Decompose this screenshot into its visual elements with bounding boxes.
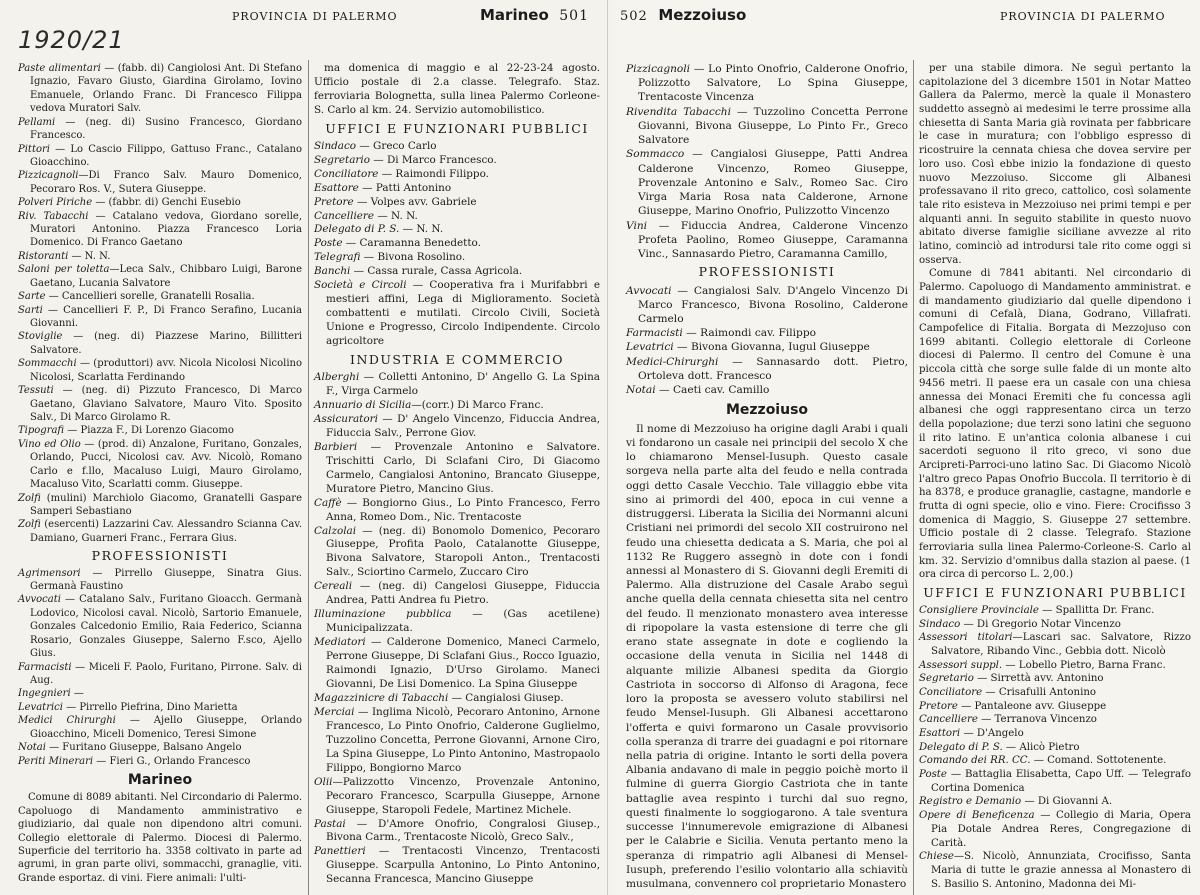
directory-entry [314, 168, 600, 182]
directory-entry [18, 567, 302, 594]
running-header-right: PROVINCIA DI PALERMO [1000, 10, 1166, 23]
directory-entry [919, 741, 1191, 755]
entry-category: Conciliatore [919, 686, 983, 698]
directory-entry [314, 706, 600, 776]
directory-entry [314, 399, 600, 413]
entry-names: — Sirrettà avv. Antonino [973, 673, 1104, 685]
entry-names: — Di Marco Francesco. [369, 153, 497, 166]
entry-category: Assicuratori [314, 412, 378, 425]
directory-entry [18, 62, 302, 116]
directory-entry [919, 768, 1191, 795]
entry-names: —Lascari sac. Salvatore, Rizzo Salvatore, Ribando Vinc., Gebbia dott. Nicolò [931, 632, 1191, 657]
entry-category: Zolfi [18, 492, 41, 504]
entry-names: — Spallitta Dr. Franc. [1038, 604, 1155, 616]
directory-entry [314, 525, 600, 581]
running-header-left [620, 6, 746, 30]
directory-entry [314, 196, 600, 210]
entry-names: (esercenti) Lazzarini Cav. Alessandro Scianna Cav. Damiano, Guarneri Franc., Ferrara Gius. [30, 519, 302, 544]
directory-entry [18, 116, 302, 143]
entry-names: —Palizzotto Vincenzo, Provenzale Antonino, Pecoraro Francesco, Scarpulla Giuseppe, Arnone Giuseppe, Staropoli Fedele, Martinez Michele. [326, 775, 600, 816]
entry-category: Alberghi [314, 371, 360, 384]
entry-names: — (produttori) avv. Nicola Nicolosi Nicolino Nicolosi, Scarlatta Ferdinando [30, 358, 302, 383]
entry-category: Avvocati [18, 594, 61, 606]
entry-names: (mulini) Marchiolo Giacomo, Granatelli Gaspare Samperi Sebastiano [30, 492, 302, 517]
entry-names: — Inglima Nicolò, Pecoraro Antonino, Arnone Francesco, Lo Pinto Onofrio, Calderone Guglielmo, Tuzzolino Concetta, Perrone Giovanni, Arnone Ciro, La Spina Giuseppe, Lo Pinto Antonino, Mastropaolo Filippo, Bongiorno Marco [326, 705, 600, 774]
directory-entry [919, 795, 1191, 809]
directory-entry [314, 413, 600, 441]
entry-category: Delegato di P. S. [919, 741, 1003, 753]
entry-category: Annuario di Sicilia [314, 398, 412, 411]
entry-names: — Collegio di Maria, Opera Pia Dotale Andrea Reres, Congregazione di Carità. [931, 810, 1191, 849]
directory-entry [626, 355, 908, 383]
directory-entry [626, 383, 908, 397]
entry-category: Tipografi [18, 425, 65, 437]
entry-category: Assessori titolari [919, 632, 1013, 644]
entry-category: Banchi [314, 265, 351, 278]
directory-entry [18, 593, 302, 660]
entry-category: Levatrici [18, 701, 63, 713]
entry-names: — Cangialosi Salv. D'Angelo Vincenzo Di Marco Francesco, Bivona Rosolino, Calderone Carmelo [638, 284, 908, 325]
entry-names: — Raimondi cav. Filippo [682, 327, 816, 340]
entry-category: Comando dei RR. CC. [919, 755, 1031, 767]
directory-entry [314, 371, 600, 399]
entry-names: — (prod. di) Anzalone, Furitano, Gonzales, Orlando, Pucci, Nicolosi cav. Avv. Nicolò, Romano Carlo e f.llo, Macaluso Luigi, Mauro Girolamo, Macaluso Vito, Scarlatti comm. Giuseppe. [30, 438, 302, 491]
entry-category: Medici-Chirurghi [626, 355, 719, 368]
entry-names: — [70, 688, 84, 700]
entry-names: — Raimondi Filippo. [378, 167, 489, 180]
entry-category: Olii [314, 775, 333, 788]
entry-category: Illuminazione pubblica [314, 608, 452, 621]
directory-entry [18, 263, 302, 290]
directory-entry [18, 210, 302, 250]
entry-category: Poste [314, 237, 343, 250]
entry-category: Cereali [314, 580, 353, 593]
entry-category: Notai [626, 384, 656, 397]
column-divider [308, 60, 309, 895]
entry-category: Stoviglie [18, 331, 63, 343]
entry-category: Segretario [919, 673, 974, 685]
header-place: Marineo [480, 6, 549, 24]
entry-names: — (Gas acetilene) Municipalizzata. [326, 608, 600, 635]
entry-names: — Di Gregorio Notar Vincenzo [960, 618, 1121, 630]
entry-names: — Calderone Domenico, Maneci Carmelo, Perrone Giuseppe, Di Sclafani Gius., Rocco Iguazio, Raimondi Ignazio, D'Urso Girolamo. Maneci Giovanni, De Lisi Domenico. La Spina Giuseppe [326, 636, 600, 690]
directory-entry [18, 661, 302, 688]
entry-category: Esattore [314, 181, 359, 194]
running-header-center: PROVINCIA DI PALERMO [232, 10, 398, 23]
entry-names: — Volpes avv. Gabriele [353, 195, 477, 208]
entry-names: — Piazza F., Di Lorenzo Giacomo [64, 425, 234, 437]
entry-category: Merciai [314, 705, 355, 718]
entry-category: Agrimensori [18, 567, 81, 579]
entry-names: — (fabbr. di) Genchi Eusebio [92, 197, 241, 209]
entry-category: Ingegnieri [18, 688, 71, 700]
entry-category: Mediatori [314, 636, 366, 649]
directory-entry [18, 196, 302, 209]
entry-names: — Bivona Rosolino. [360, 251, 466, 264]
entry-names: — Cooperativa fra i Murifabbri e mestieri affini, Lega di Miglioramento. Società combattenti e mutilati. Circolo Civili, Società Unione e Progresso, Circolo Indipendente. Circolo agricoltore [326, 279, 600, 348]
entry-names: — (neg. di) Cangelosi Giuseppe, Fiduccia Andrea, Patti Andrea fu Pietro. [326, 580, 600, 607]
directory-entry [18, 714, 302, 741]
directory-entry [919, 659, 1191, 673]
entry-names: — Catalano Salv., Furitano Gioacch. Germanà Lodovico, Nicolosi caval. Nicolò, Sartorio Emanuele, Gonzales Calcedonio Emilio, Raia Federico, Scianna Rosario, Gonzales Giuseppe, Salerno F.sco, Ajello Gius. [30, 594, 302, 660]
directory-entry [18, 384, 302, 424]
directory-entry [626, 105, 908, 148]
entry-category: Paste alimentari [18, 63, 101, 74]
town-description: Comune di 7841 abitanti. Nel circondario di Palermo. Capoluogo di Mandamento amministrat. e di mandamento giudiziario dal quelle dipendono i comuni di Cefalà, Diana, Godrano, Villafrati. Campofelice di Fitalia. Borgata di Mezzojuso con 1699 abitanti. Collegio elettorale di Corleone diocesi di Palermo. Il centro del Comune è una piccola città che sorge sulle falde di un monte alto 9456 metri. Il paese era un casale con una chiesa annessa dei Monaci Eremiti che fu concessa agli albanesi che oggi rappresentano circa un terzo della popolazione; due terzi sono latini che seguono il rito latino. E un'antica colonia albanese i cui sacerdoti seguono il rito greco, vi sono due Arcipreti-Parroci-uno latino Sac. Di Giacomo Nicolò l'altro greco Papas Onofrio Buccola. Il territorio è di ha 8378, e produce granaglie, castagne, mandorle e frutta di ogni specie, olio e vino. Fiere: Crocifisso 3 domenica di Maggio, S. Giuseppe 27 settembre. Ufficio postale di 2 classe. Telegrafo. Stazione ferroviaria sulla linea Palermo-Corleone-S. Carlo al km. 32. Servizio d'omnibus dalla stazion al paese. (1 ora circa di percorso L. 2,00.) [919, 268, 1191, 581]
right-column-2 [919, 62, 1191, 891]
entry-names: — (neg. di) Susino Francesco, Giordano Francesco. [30, 116, 302, 142]
page-number: 501 [559, 8, 589, 24]
entry-category: Consigliere Provinciale [919, 604, 1039, 616]
entry-category: Farmacisti [626, 327, 683, 340]
entry-category: Ristoranti [18, 250, 69, 262]
section-heading: INDUSTRIA E COMMERCIO [350, 352, 564, 368]
entry-names: — Caeti cav. Camillo [655, 384, 770, 397]
section-heading: PROFESSIONISTI [91, 548, 229, 564]
directory-entry [18, 250, 302, 263]
entry-category: Pretore [919, 700, 958, 712]
entry-names: — Lobello Pietro, Barna Franc. [1002, 659, 1166, 671]
entry-names: — Cancellieri sorelle, Granatelli Rosalia. [45, 291, 255, 303]
directory-entry [18, 755, 302, 768]
entry-names: — Pantaleone avv. Giuseppe [957, 700, 1107, 712]
entry-names: — Catalano vedova, Giordano sorelle, Muratori Antonino. Piazza Francesco Loria Domenico. Di Franco Gaetano [30, 210, 302, 249]
directory-entry [626, 219, 908, 262]
entry-category: Rivendita Tabacchi [626, 105, 731, 118]
directory-entry [919, 850, 1191, 891]
directory-entry [18, 741, 302, 754]
directory-entry [18, 169, 302, 196]
entry-names: — Battaglia Elisabetta, Capo Uff. — Telegrafo Cortina Domenica [931, 769, 1191, 794]
section-heading: UFFICI E FUNZIONARI PUBBLICI [923, 585, 1187, 601]
directory-entry [314, 818, 600, 846]
directory-entry [18, 518, 302, 545]
entry-names: — Fieri G., Orlando Francesco [93, 755, 251, 767]
directory-entry [919, 713, 1191, 727]
directory-entry [919, 686, 1191, 700]
entry-category: Delegato di P. S. [314, 223, 400, 236]
entry-names: — Lo Pinto Onofrio, Calderone Onofrio, Polizzotto Salvatore, Lo Spina Giuseppe, Trentacoste Vincenza [638, 63, 908, 104]
directory-entry [626, 62, 908, 105]
directory-entry [18, 143, 302, 170]
entry-category: Notai [18, 742, 46, 754]
entry-category: Pretore [314, 195, 354, 208]
entry-category: Pastai [314, 817, 346, 830]
entry-category: Esattori [919, 728, 961, 739]
entry-names: —Di Franco Salv. Mauro Domenico, Pecoraro Ros. V., Sutera Giuseppe. [30, 170, 302, 195]
directory-entry [18, 492, 302, 519]
entry-category: Telegrafi [314, 251, 361, 264]
directory-entry [18, 701, 302, 714]
directory-entry [919, 809, 1191, 850]
entry-category: Sarti [18, 304, 43, 316]
entry-names: — Di Giovanni A. [1021, 796, 1113, 808]
town-description: Comune di 8089 abitanti. Nel Circondario di Palermo. Capoluogo di Mandamento amministrativo e giudiziario, dal quale non dipendono altri comuni. Collegio elettorale di Palermo. Diocesi di Palermo. Superficie del territorio ha. 3358 coltivato in parte ad agrumi, in gran parte olivi, sommacchi, granaglie, viti. Grande esportaz. di vini. Fiere animali: l'ulti- [18, 792, 302, 884]
entry-names: — Colletti Antonino, D' Angello G. La Spina F., Virga Carmelo [326, 371, 600, 397]
entry-names: — Provenzale Antonino e Salvatore. Trischitti Carlo, Di Sclafani Ciro, Di Giacomo Carmelo, Cangialosi Antonino, Brancato Giuseppe, Muratore Pietro, Mancino Gius. [326, 440, 600, 495]
left-column-2 [314, 62, 600, 887]
entry-names: — Cangialosi Giusep. [448, 691, 564, 704]
page-number: 502 [620, 9, 648, 24]
entry-category: Poste [919, 769, 947, 781]
handwritten-note: 1920/21 [18, 26, 125, 54]
directory-entry [626, 147, 908, 218]
directory-entry [919, 727, 1191, 741]
entry-category: Levatrici [626, 341, 674, 354]
entry-category: Magazzinicre di Tabacchi [314, 691, 449, 704]
entry-names: — Sannasardo dott. Pietro, Ortoleva dott. Francesco [638, 355, 908, 382]
directory-entry [314, 182, 600, 196]
entry-category: Calzolai [314, 524, 357, 537]
entry-names: — Caramanna Benedetto. [342, 237, 481, 250]
entry-category: Pizzicagnoli [18, 170, 79, 182]
directory-entry [919, 700, 1191, 714]
entry-category: Saloni per toletta [18, 264, 110, 276]
town-history: Il nome di Mezzoiuso ha origine dagli Arabi i quali vi fondarono un casale nei principii del secolo X che lo chiamarono Mensel-Iusuph. Questo casale sorgeva nella parte alta del feudo e nella contrada oggi detto Casale Vecchio. Tale villaggio ebbe vita sino ai primordi del 400, epoca in cui venne a distruggersi. Liberata la Sicilia dei Normanni alcuni Cristiani nei primordi del secolo XII costruirono nel feudo una chiesetta dedicata a S. Maria, che poi al 1132 Re Ruggero assegnò in dote con i fondi annessi al Monastero di S. Giovanni degli Eremiti di Palermo. Alla distruzione del Casale Arabo seguì anche quella della cennata chiesetta sita nel centro del feudo. Il menzionato monastero avea interesse di ripopolare la vasta estensione di terre che gli erano state assegnate in dote e cogliendo la occasione della venuta in Sicilia nel 1448 di alquante milizie Albanesi spedita da Giorgio Castriota in soccorso di Alfonso di Aragona, fece loro la proposta se avessero voluto stabilirsi nel feudo Mensel-Iusuph. Gli Albanesi accettarono l'offerta e quivi formarono un Casale provvisorio colla speranza di trarre dei guadagni e poi ritornare nella patria di origine. Intanto le sorti della povera Albania andavano di male in peggio poichè morto il fulmine di guerra Giorgio Castriota che in tante battaglie avea respinto i turchi dal suo regno, questi finalmente lo soggiogarono. A tale sventura successe l'innumerevole emigrazione di Albanesi per le Calabrie e Sicilia. Venuta pertanto meno la speranza di rimpatrio agli Albanesi di Mensel-Iusuph, preferendo l'esilio volontario alla schiavitù musulmana, convennero col proprietario Monastero [626, 422, 908, 891]
entry-category: Registro e Demanio [919, 796, 1022, 808]
directory-entry [314, 279, 600, 349]
entry-category: Società e Circoli [314, 279, 407, 292]
entry-names: — Bongiorno Gius., Lo Pinto Francesco, Ferro Anna, Romeo Dom., Nic. Trentacoste [326, 496, 600, 523]
directory-entry [919, 604, 1191, 618]
entry-category: Pellami [18, 116, 56, 128]
entry-category: Cancelliere [314, 209, 375, 222]
directory-entry [314, 608, 600, 636]
entry-category: Conciliatore [314, 167, 379, 180]
entry-category: Panettieri [314, 845, 366, 858]
entry-category: Periti Minerari [18, 755, 94, 767]
directory-entry [314, 154, 600, 168]
entry-names: — Cancellieri F. P., Di Franco Serafino, Lucania Giovanni. [30, 304, 302, 330]
directory-entry [314, 845, 600, 887]
entry-names: — N. N. [374, 209, 418, 222]
entry-category: Sommacchi [18, 358, 77, 370]
entry-names: — Cangialosi Giuseppe, Patti Andrea Calderone Vincenzo, Romeo Giuseppe, Provenzale Antonino e Salv., Romeo Sac. Ciro Virga Maria Rosa nata Calderone, Arnone Giuseppe, Marino Onofrio, Pulizzotto Vincenzo [638, 148, 908, 218]
entry-names: — (neg. di) Piazzese Marino, Billitteri Salvatore. [30, 331, 302, 356]
town-history-cont: per una stabile dimora. Ne seguì pertanto la capitolazione del 3 dicembre 1501 in Notar Matteo Gallera da Palermo, mercè la quale il Monastero suddetto assegnò ai medesimi le terre prossime alla chiesetta di Santa Maria già rovinata per fabbricare le case in muratura; con l'obbligo espresso di ricostruire la cennata chiesa che dovea servire per loro uso. Così ebbe inizio la fondazione di questo nuovo Mezzoiuso. Siccome gli Albanesi professavano il rito greco, cattolico, così solamente tale rito esisteva in Mezzoiuso nei primi tempi e per alquanti anni. In seguito stabilite in questo nuovo abitato diverse famiglie siciliane avvezze al rito latino, cominciò ad introdursi tale rito come oggi si osserva. [919, 63, 1191, 266]
directory-entry [314, 140, 600, 154]
directory-entry [626, 326, 908, 340]
entry-names: — Trentacosti Vincenzo, Trentacosti Giuseppe. Scarpulla Antonino, Lo Pinto Antonino, Secanna Francesca, Mancino Giuseppe [326, 845, 600, 886]
entry-names: — D'Amore Onofrio, Congralosi Giusep., Bivona Carm., Trentacoste Nicolò, Greco Salv., [326, 817, 600, 844]
entry-names: — Lo Cascio Filippo, Gattuso Franc., Catalano Gioacchino. [30, 143, 302, 168]
right-page [612, 0, 1200, 895]
entry-category: Sommacco [626, 148, 685, 161]
directory-entry [919, 672, 1191, 686]
running-header-right [480, 6, 589, 30]
section-heading: UFFICI E FUNZIONARI PUBBLICI [325, 120, 589, 136]
entry-names: — D'Angelo [960, 728, 1024, 739]
directory-entry [314, 223, 600, 237]
entry-names: — Tuzzolino Concetta Perrone Giovanni, Bivona Giuseppe, Lo Pinto Fr., Greco Salvatore [638, 105, 908, 147]
entry-names: — (fabb. di) Cangiolosi Ant. Di Stefano Ignazio, Favaro Giusto, Giardina Girolamo, Iovino Emanuele, Orlando Franc. Di Francesco Filippa vedova Muratori Salv. [30, 63, 302, 115]
directory-entry [314, 441, 600, 497]
entry-names: — Cassa rurale, Cassa Agricola. [350, 265, 523, 278]
entry-names: — (neg. di) Pizzuto Francesco, Di Marco Gaetano, Glaviano Salvatore, Mauro Vito. Sposito Salv., Di Marco Girolamo R. [30, 385, 302, 423]
entry-category: Zolfi [18, 519, 41, 531]
directory-entry [314, 237, 600, 251]
entry-category: Vino ed Olio [18, 438, 81, 450]
directory-entry [18, 357, 302, 384]
entry-category: Medici Chirurghi [18, 715, 116, 727]
entry-category: Pizzicagnoli [626, 63, 691, 75]
directory-entry [18, 687, 302, 700]
entry-names: — (neg. di) Bonomolo Domenico, Pecoraro Giuseppe, Profita Paolo, Catalanotte Giuseppe, Bivona Salvatore, Staropoli Anton., Trentacosti Salv., Sciortino Carmelo, Zuccaro Ciro [326, 524, 600, 579]
entry-names: — Fiduccia Andrea, Calderone Vincenzo Profeta Paolino, Romeo Giuseppe, Caramanna Vinc., Sannasardo Pietro, Caramanna Camillo, [638, 219, 908, 261]
directory-entry [314, 776, 600, 818]
right-column-1 [626, 62, 908, 891]
entry-names: — D' Angelo Vincenzo, Fiduccia Andrea, Fiduccia Salv., Perrone Giov. [326, 412, 600, 439]
section-heading: PROFESSIONISTI [698, 264, 836, 280]
entry-category: Segretario [314, 153, 370, 166]
directory-entry [18, 304, 302, 331]
directory-entry [18, 290, 302, 303]
entry-names: — Greco Carlo [356, 139, 437, 152]
entry-category: Sindaco [314, 139, 357, 152]
entry-category: Assessori suppl. [919, 659, 1003, 671]
entry-names: — Pirrello Piefrina, Dino Marietta [62, 701, 238, 713]
entry-category: Pittori [18, 143, 50, 155]
directory-entry [18, 330, 302, 357]
directory-entry [314, 692, 600, 706]
directory-entry [626, 340, 908, 354]
entry-category: Polveri Piriche [18, 197, 93, 209]
entry-names: — Patti Antonino [358, 181, 452, 194]
town-description-cont: ma domenica di maggio e al 22-23-24 agosto. Ufficio postale di 2.a classe. Telegrafo. Staz. ferroviaria Bolognetta, sulla linea Palermo Corleone-S. Carlo al km. 24. Servizio automobilistico. [314, 62, 600, 116]
directory-entry [314, 580, 600, 608]
directory-entry [626, 284, 908, 327]
directory-entry [919, 618, 1191, 632]
entry-category: Caffè [314, 496, 342, 509]
entry-category: Opere di Beneficenza [919, 810, 1035, 822]
entry-names: — Alicò Pietro [1002, 741, 1080, 753]
directory-entry [314, 497, 600, 525]
entry-category: Cancelliere [919, 714, 978, 726]
header-place: Mezzoiuso [658, 6, 747, 24]
entry-names: — Terranova Vincenzo [977, 714, 1097, 726]
entry-category: Sarte [18, 291, 46, 303]
entry-names: —S. Nicolò, Annunziata, Crocifisso, Santa Maria di tutte le grazie annessa al Monastero di S. Basilio S. Antonino, Madonna dei Mi- [931, 851, 1191, 890]
directory-entry [314, 210, 600, 224]
entry-names: — Miceli F. Paolo, Furitano, Pirrone. Salv. di Aug. [30, 661, 302, 686]
town-title: Mezzoiuso [725, 402, 809, 419]
town-title: Marineo [127, 771, 193, 788]
entry-names: — Comand. Sottotenente. [1030, 755, 1167, 767]
entry-names: — Ajello Giuseppe, Orlando Gioacchino, Miceli Domenico, Teresi Simone [30, 715, 302, 740]
entry-category: Sindaco [919, 618, 961, 630]
left-column-1 [18, 62, 302, 885]
entry-names: — Crisafulli Antonino [982, 686, 1097, 698]
entry-category: Avvocati [626, 284, 672, 297]
directory-entry [919, 754, 1191, 768]
entry-names: — Bivona Giovanna, Iugul Giuseppe [673, 341, 870, 354]
entry-names: —Leca Salv., Chibbaro Luigi, Barone Gaetano, Lucania Salvatore [30, 264, 302, 289]
entry-names: — N. N. [399, 223, 444, 236]
entry-names: — Furitano Giuseppe, Balsano Angelo [45, 742, 242, 754]
entry-names: — N. N. [68, 250, 111, 262]
column-divider [913, 60, 914, 895]
directory-entry [314, 265, 600, 279]
entry-category: Farmacisti [18, 661, 72, 673]
directory-entry [314, 636, 600, 692]
entry-names: — Pirrello Giuseppe, Sinatra Gius. Germanà Faustino [30, 567, 302, 593]
entry-category: Tessuti [18, 385, 54, 397]
entry-category: Chiese [919, 851, 954, 863]
entry-category: Vini [626, 219, 648, 232]
directory-entry [919, 631, 1191, 658]
entry-category: Riv. Tabacchi [18, 210, 89, 222]
directory-entry [314, 251, 600, 265]
directory-entry [18, 424, 302, 437]
entry-names: —(corr.) Di Marco Franc. [411, 398, 544, 411]
directory-entry [18, 438, 302, 492]
entry-category: Barbieri [314, 440, 358, 453]
